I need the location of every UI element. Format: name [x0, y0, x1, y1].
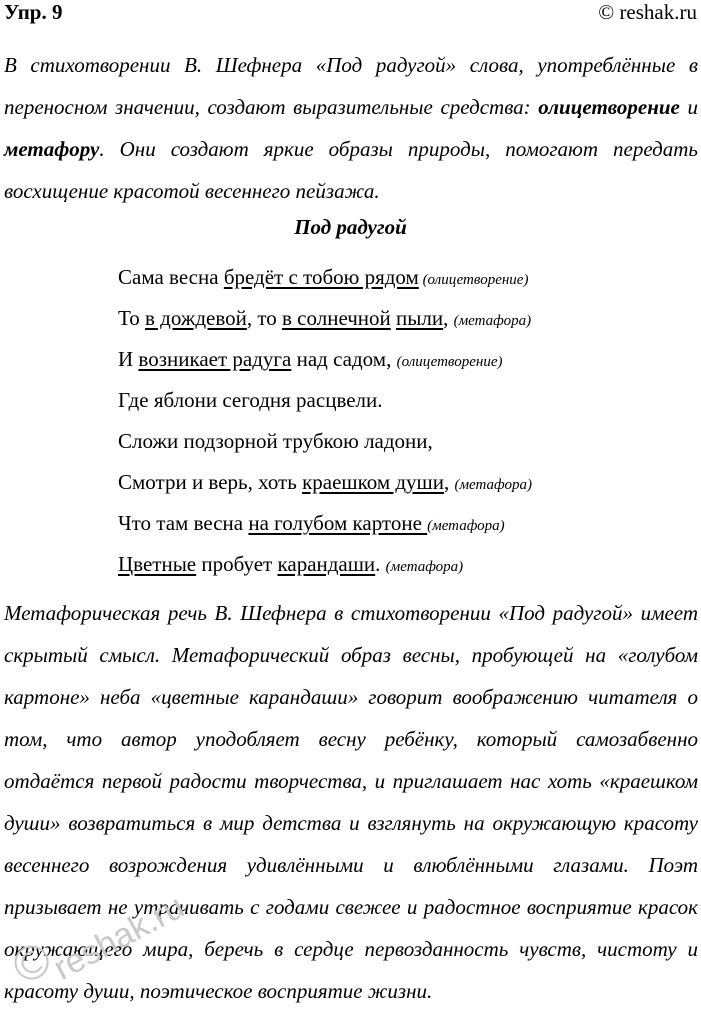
- device-note: (метафора): [427, 518, 505, 534]
- page-header: [0, 0, 701, 26]
- term-metaphor: метафору: [4, 137, 100, 161]
- poem-title: Под радугой: [294, 215, 407, 239]
- analysis-paragraph: Метафорическая речь В. Шефнера в стихотворении «Под радугой» имеет скрытый смысл. Метафорический образ весны, пробующей на «голубом картоне» неба «цветные карандаши» говорит воображению читателя о том, что автор уподобляет весну ребёнку, который самозабвенно отдаётся первой радости творчества, и приглашает нас хоть «краешком души» возвратиться в мир детства и взглянуть на окружающую красоту весеннего возрождения удивлёнными и влюблёнными глазами. Поэт призывает не утрачивать с годами свежее и радостное восприятие красок окружающего мира, беречь в сердце первозданность чувств, чистоту и красоту души, поэтическое восприятие жизни.: [4, 601, 698, 1003]
- poem-line: Сложи подзорной трубкою ладони,: [118, 429, 433, 453]
- device-note: (метафора): [385, 559, 464, 575]
- poem-line: Сама весна бредёт с тобою рядом (олицетворение): [118, 265, 529, 289]
- watermark-text: reshak.ru: [47, 887, 191, 988]
- poem-lines: [118, 262, 698, 590]
- site-copyright: © reshak.ru: [598, 0, 697, 24]
- poem-line: И возникает радуга над садом, (олицетворение): [118, 347, 503, 371]
- poem-line: Где яблони сегодня расцвели.: [118, 388, 383, 412]
- exercise-number: Упр. 9: [4, 0, 63, 24]
- device-note: (олицетворение): [418, 272, 529, 288]
- device-note: (олицетворение): [396, 354, 503, 370]
- intro-paragraph: В стихотворении В. Шефнера «Под радугой» слова, употреблённые в переносном значении, создают выразительные средства: олицетворение и метафору. Они создают яркие образы природы, помогают передать восхищение красотой весеннего пейзажа.: [4, 53, 699, 203]
- poem-line: Что там весна на голубом картоне (метафора): [118, 511, 505, 535]
- device-note: (метафора): [453, 313, 532, 329]
- term-personification: олицетворение: [538, 95, 680, 119]
- poem-line: То в дождевой, то в солнечной пыли, (метафора): [118, 306, 532, 330]
- poem-line: Смотри и верь, хоть краешком души, (метафора): [118, 470, 532, 494]
- device-note: (метафора): [454, 477, 532, 493]
- poem-line: Цветные пробует карандаши. (метафора): [118, 552, 464, 576]
